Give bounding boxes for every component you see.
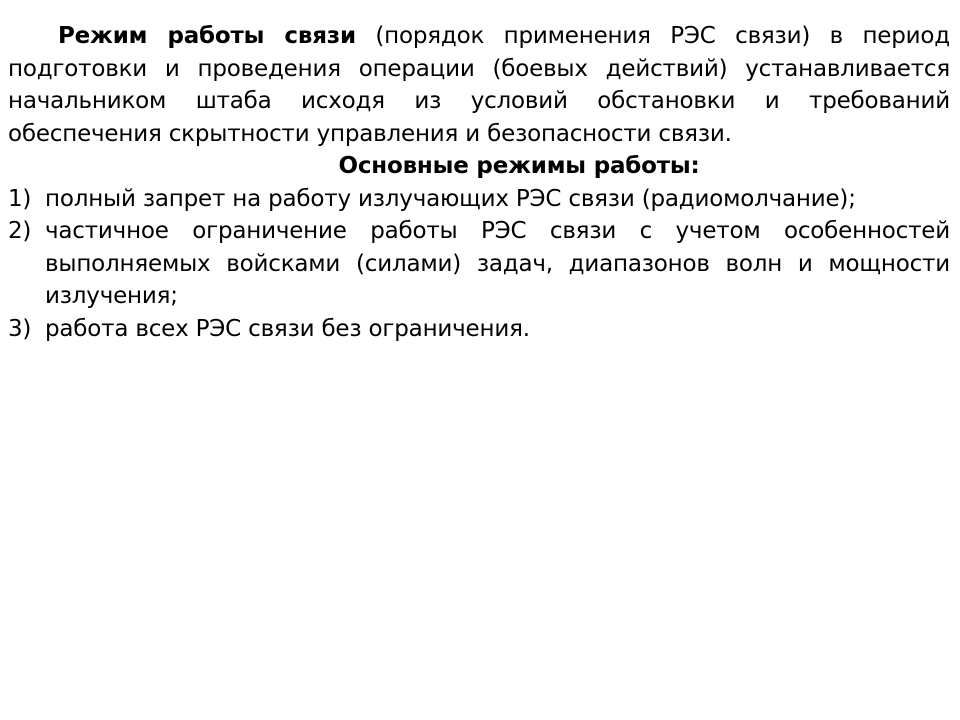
intro-body: (порядок применения РЭС связи) в период подготовки и проведения операции (боевых действий) устанавливается начальником штаба исходя из условий обстановки и требований обеспечения скрытности управления и безопасности связи. — [8, 23, 950, 147]
list-item-text: работа всех РЭС связи без ограничения. — [45, 315, 530, 342]
intro-lead: Режим работы связи — [58, 23, 356, 49]
list-item — [8, 215, 950, 313]
slide-content — [8, 20, 950, 345]
modes-heading: Основные режимы работы: — [338, 153, 700, 179]
list-item-text: полный запрет на работу излучающих РЭС связи (радиомолчание); — [45, 185, 856, 212]
list-item-number: 1) — [8, 185, 32, 212]
list-item — [8, 313, 950, 346]
list-item — [8, 183, 950, 216]
intro-paragraph — [8, 20, 950, 150]
list-item-number: 2) — [8, 218, 32, 244]
list-item-text: частичное ограничение работы РЭС связи с учетом особенностей выполняемых войсками (силами) задач, диапазонов волн и мощности излучения; — [45, 218, 950, 309]
modes-list — [8, 183, 950, 346]
list-item-number: 3) — [8, 315, 32, 342]
